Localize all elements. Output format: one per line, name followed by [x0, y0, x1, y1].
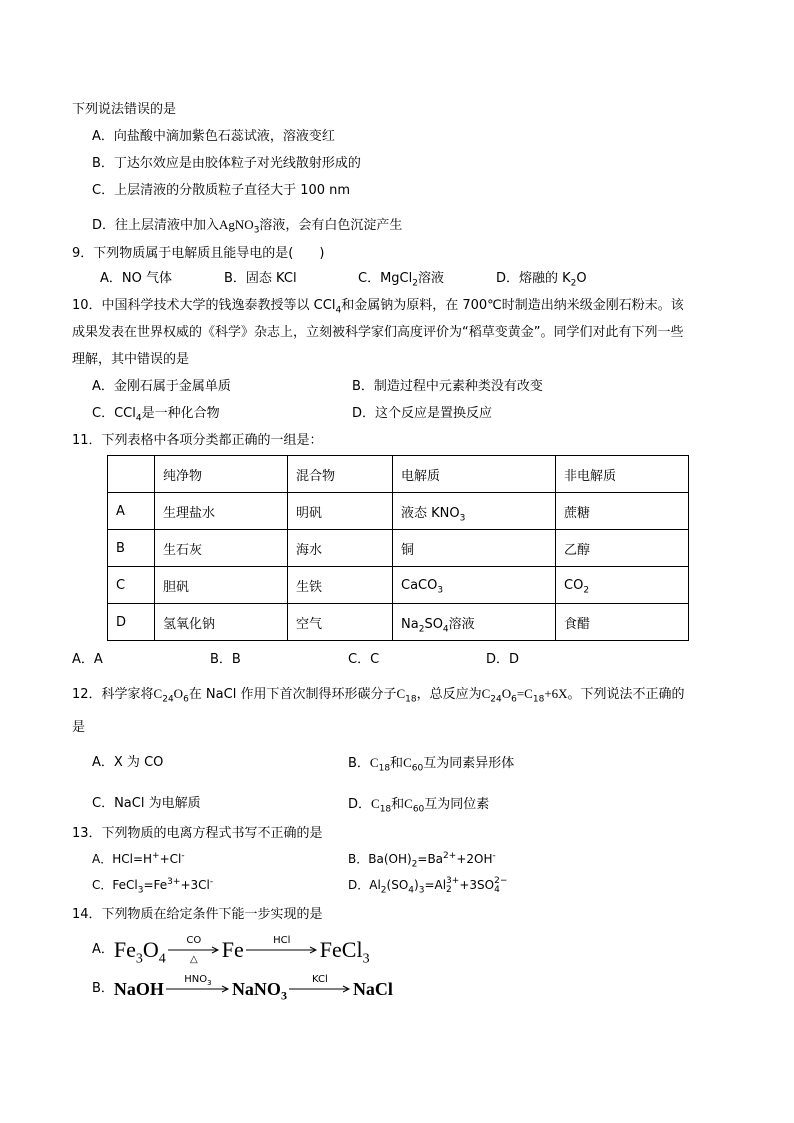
q8-option-b: B．丁达尔效应是由胶体粒子对光线散射形成的: [92, 156, 361, 171]
table-cell: 生铁: [288, 567, 393, 604]
q13-b-pre: B．Ba(OH): [348, 852, 412, 866]
q11-answer-a: A．A: [72, 652, 103, 667]
q13-option-c: [92, 876, 213, 894]
q14-option-a: [92, 934, 370, 967]
q12-eq-sub3: 18: [532, 694, 545, 705]
table-cell: 生理盐水: [155, 493, 288, 530]
q13-d-sup4: 2−: [494, 875, 508, 886]
q13-d-sub5: 4: [494, 884, 500, 895]
q8-option-d: [92, 216, 402, 235]
q14-a-arrow1-top: CO: [186, 935, 202, 946]
table-header-row: [108, 456, 689, 493]
table-cell: A: [108, 493, 155, 530]
q12-p3: ，总反应为: [416, 687, 482, 702]
q14-a-arrow1: [168, 935, 220, 965]
q12-b-post: 互为同素异形体: [423, 756, 515, 771]
q13-d-mid2: ): [414, 878, 419, 892]
reaction-arrow-icon: [289, 985, 351, 993]
q14-stem: 14．下列物质在给定条件下能一步实现的是: [72, 907, 323, 922]
q12-c18: C: [396, 686, 406, 701]
q13-option-a: [92, 850, 185, 868]
q14-a-s1: [113, 937, 166, 967]
table-row: [108, 530, 689, 567]
q8-option-c: C．上层清液的分散质粒子直径大于 100 nm: [92, 183, 351, 198]
q12-eq-eq: =C: [516, 686, 533, 701]
q10-option-d: D．这个反应是置换反应: [352, 406, 493, 421]
q14-b-arrow1: [166, 974, 230, 1004]
q13-c-sub: 3: [137, 885, 144, 896]
q10-line1-sub: 4: [335, 305, 342, 316]
q13-d-sub2: 4: [408, 885, 415, 896]
q9-d-pre: D．熔融的 K: [496, 271, 571, 286]
q13-c-sup2: -: [209, 877, 214, 887]
q14-b-s2: [231, 979, 287, 1003]
q8-d-prefix: D．往上层清液中加入: [92, 218, 220, 233]
classification-table: [107, 455, 689, 641]
q11-answer-b: B．B: [210, 652, 241, 667]
table-row: [108, 493, 689, 530]
q13-b-sup2: -: [492, 851, 496, 861]
q12-c24-sub: 24: [162, 694, 174, 705]
q9-option-c: [358, 270, 444, 288]
q9-option-b: B．固态 KCl: [224, 271, 297, 286]
cell-sub: 3: [437, 585, 444, 596]
q12-o6: O: [173, 686, 184, 701]
cell-sub: 3: [459, 513, 466, 524]
q12-eq-o: O: [501, 686, 512, 701]
q10-line1-post: 和金属钠为原料，在 700℃时制造出纳米级金刚石粉末。该: [341, 298, 684, 313]
q8-option-a: A．向盐酸中滴加紫色石蕊试液，溶液变红: [92, 129, 335, 144]
q12-p4: 。下列说法不正确的: [567, 687, 685, 702]
q13-d-sup3: 3+: [446, 875, 460, 886]
cell-sub: 2: [583, 585, 590, 596]
q12-b-and: 和: [390, 756, 404, 771]
table-header-cell: 非电解质: [556, 456, 689, 493]
q14-b-s3: NaCl: [352, 979, 393, 999]
reaction-arrow-icon: [246, 946, 318, 954]
table-cell: 空气: [288, 604, 393, 641]
q10-c-post: 是一种化合物: [141, 406, 220, 421]
q10-line1: [72, 297, 684, 315]
q11-answer-c: C．C: [348, 652, 380, 667]
q13-c-pre: C．FeCl: [92, 878, 138, 892]
q13-b-mid: =Ba: [417, 852, 444, 866]
q13-a-sup1: +: [152, 851, 160, 861]
table-header-cell: 电解质: [393, 456, 556, 493]
table-cell: 蔗糖: [556, 493, 689, 530]
q14-b-arrow1-text: HNO: [184, 974, 208, 985]
q8-d-reagent: AgNO: [219, 217, 254, 232]
q14-b-s2-text: NaNO: [231, 979, 281, 999]
q12-b-c2: C: [403, 755, 412, 770]
table-cell: 胆矾: [155, 567, 288, 604]
q14-a-s3: [319, 937, 370, 967]
q8-d-reagent-sub: 3: [253, 225, 260, 236]
cell-text: 溶液: [448, 616, 475, 632]
table-row: [108, 567, 689, 604]
q14-b-arrow1-top: [166, 974, 230, 985]
q14-b-arrow1-sub: 3: [207, 979, 212, 987]
q12-b-sub: 18: [378, 763, 391, 774]
q14-a-s1-o: O: [142, 937, 159, 962]
q12-d-c2: C: [404, 796, 413, 811]
q13-d-mid: (SO: [386, 878, 409, 892]
q12-d-post: 互为同位素: [424, 797, 490, 812]
q12-option-b: [348, 754, 514, 773]
q12-o6-sub: 6: [183, 694, 189, 705]
q14-b-arrow2-top: KCl: [312, 974, 328, 985]
q12-b-c: C: [369, 755, 379, 770]
q12-eq-tail: +6X: [544, 686, 568, 701]
q13-d-sub4: 2: [446, 884, 452, 895]
table-cell: 食醋: [556, 604, 689, 641]
table-cell: [556, 567, 689, 604]
q11-answer-d: D．D: [486, 652, 520, 667]
q12-c24: C: [153, 686, 163, 701]
table-cell: 铜: [393, 530, 556, 567]
q10-line1-pre: 10．中国科学技术大学的钱逸泰教授等以 CCl: [72, 298, 336, 313]
q10-option-a: A．金刚石属于金属单质: [92, 379, 231, 394]
q13-b-mid2: +2OH: [456, 852, 493, 866]
cell-text: CO: [564, 577, 584, 593]
q9-d-post: O: [576, 271, 587, 286]
q9-option-a: A．NO 气体: [100, 271, 172, 286]
q14-a-arrow2-top: HCl: [273, 935, 291, 946]
q12-c18-sub: 18: [405, 694, 417, 705]
q12-d-c: C: [371, 796, 380, 811]
q13-d-sub3: 3: [418, 885, 425, 896]
q12-option-c: C．NaCl 为电解质: [92, 796, 201, 811]
q14-a-s3-text: FeCl: [319, 937, 363, 962]
q14-b-s2-sub: 3: [280, 988, 287, 1003]
q12-eq: C: [481, 686, 491, 701]
cell-sub: 2: [418, 624, 425, 635]
q14-a-s1-text: Fe: [113, 937, 136, 962]
cell-sub: 4: [442, 624, 449, 635]
cell-text: 液态 KNO: [401, 505, 460, 521]
q12-option-d: [348, 795, 489, 814]
q10-line2: 成果发表在世界权威的《科学》杂志上，立刻被科学家们高度评价为“稻草变黄金”。同学们对此有下列一些: [72, 325, 684, 340]
q12-option-a: A．X 为 CO: [92, 755, 164, 770]
q9-option-d: [496, 270, 587, 288]
q14-a-label: A．: [92, 942, 114, 957]
q13-c-mid2: +3Cl: [180, 878, 210, 892]
q10-option-b: B．制造过程中元素种类没有改变: [352, 379, 543, 394]
q12-line1: [72, 685, 685, 704]
q14-b-label: B．: [92, 981, 114, 996]
q14-b-arrow2: [289, 974, 351, 1004]
reaction-arrow-icon: [168, 946, 220, 954]
q14-a-s3-sub: 3: [362, 951, 370, 967]
q13-a-pre: A．HCl=H: [92, 852, 153, 866]
q9-c-pre: C．MgCl: [358, 271, 413, 286]
q12-d-pre: D．: [348, 797, 372, 812]
table-header-cell: 纯净物: [155, 456, 288, 493]
q14-a-arrow2: [246, 935, 318, 965]
q12-d-sub: 18: [379, 804, 392, 815]
table-row: [108, 604, 689, 641]
q12-p2: 在 NaCl 作用下首次制得环形碳分子: [188, 687, 397, 702]
table-cell: [393, 567, 556, 604]
q13-d-pre: D．Al: [348, 878, 381, 892]
q13-c-mid: =Fe: [143, 878, 168, 892]
table-cell: C: [108, 567, 155, 604]
table-cell: 生石灰: [155, 530, 288, 567]
table-header-cell: [108, 456, 155, 493]
table-cell: 明矾: [288, 493, 393, 530]
reaction-arrow-icon: [166, 985, 230, 993]
table-header-cell: 混合物: [288, 456, 393, 493]
q14-a-arrow1-bottom: △: [189, 954, 198, 965]
q12-b-pre: B．: [348, 756, 370, 771]
q13-d-mid3: =Al: [424, 878, 447, 892]
q10-c-pre: C．CCl: [92, 406, 136, 421]
q10-line3: 理解，其中错误的是: [72, 352, 190, 367]
q9-c-post: 溶液: [417, 271, 444, 286]
q13-a-sup2: -: [181, 851, 185, 861]
q9-stem: 9．下列物质属于电解质且能导电的是( ): [72, 246, 325, 261]
q13-stem: 13．下列物质的电离方程式书写不正确的是: [72, 826, 323, 841]
q12-d-and: 和: [391, 797, 405, 812]
q9-d-sub: 2: [570, 278, 577, 289]
q12-p1: 12．科学家将: [72, 687, 154, 702]
q10-c-sub: 4: [135, 413, 142, 424]
q13-c-sup: 3+: [167, 877, 181, 887]
cell-text: SO: [424, 616, 443, 632]
q13-option-b: [348, 850, 496, 868]
q14-a-s1-sub1: 3: [135, 951, 143, 967]
q12-eq-sub1: 24: [490, 694, 502, 705]
q12-line2: 是: [72, 720, 86, 735]
q10-option-c: [92, 405, 220, 423]
q12-b-sub2: 60: [411, 763, 424, 774]
table-cell: 氢氧化钠: [155, 604, 288, 641]
q13-b-sub: 2: [411, 859, 418, 870]
table-cell: D: [108, 604, 155, 641]
q8-stem: 下列说法错误的是: [72, 102, 177, 117]
q13-d-so4-charge: [494, 877, 507, 895]
q14-a-s2: Fe: [221, 937, 244, 962]
table-cell: 乙醇: [556, 530, 689, 567]
q14-a-s1-sub2: 4: [158, 951, 166, 967]
q12-d-sub2: 60: [412, 804, 425, 815]
q13-d-al-charge: [446, 877, 459, 895]
q13-d-mid4: +3SO: [459, 878, 495, 892]
q9-c-sub: 2: [412, 278, 418, 289]
q13-a-mid: +Cl: [159, 852, 182, 866]
table-cell: [393, 493, 556, 530]
table-cell: [393, 604, 556, 641]
q13-b-sup: 2+: [443, 851, 457, 861]
cell-text: CaCO: [401, 577, 438, 593]
q14-b-s1: NaOH: [113, 979, 164, 999]
cell-text: Na: [401, 616, 419, 632]
q12-eq-sub2: 6: [511, 694, 517, 705]
q13-option-d: [348, 876, 507, 895]
table-cell: B: [108, 530, 155, 567]
table-cell: 海水: [288, 530, 393, 567]
q14-option-b: [92, 974, 393, 1005]
q13-d-sub: 2: [380, 885, 387, 896]
q8-d-suffix: 溶液，会有白色沉淀产生: [259, 218, 403, 233]
q11-stem: 11．下列表格中各项分类都正确的一组是：: [72, 433, 323, 448]
